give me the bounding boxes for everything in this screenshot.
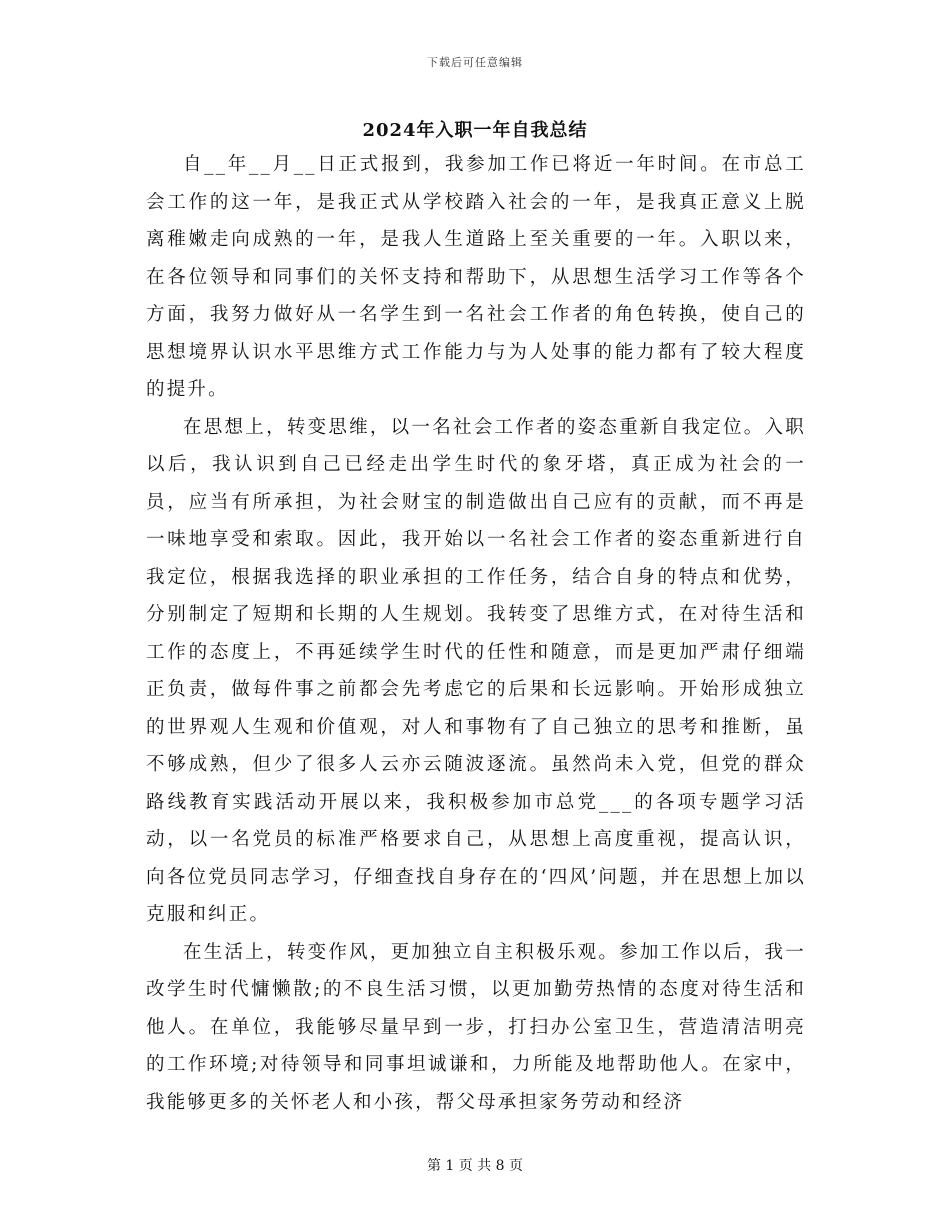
body-paragraph-3: 在生活上，转变作风，更加独立自主积极乐观。参加工作以后，我一改学生时代慵懒散;的不良生活习惯，以更加勤劳热情的态度对待生活和他人。在单位，我能够尽量早到一步，打扫办公室卫生，营造清洁明亮的工作环境;对待领导和同事坦诚谦和，力所能及地帮助他人。在家中，我能够更多的关怀老人和小孩，帮父母承担家务劳动和经济 <box>146 941 806 1113</box>
document-title: 2024年入职一年自我总结 <box>362 120 588 141</box>
page-number-footer: 第 1 页 共 8 页 <box>426 1158 524 1174</box>
body-paragraph-1: 自__年__月__日正式报到，我参加工作已将近一年时间。在市总工会工作的这一年，是我正式从学校踏入社会的一年，是我真正意义上脱离稚嫩走向成熟的一年，是我人生道路上至关重要的一年。入职以来，在各位领导和同事们的关怀支持和帮助下，从思想生活学习工作等各个方面，我努力做好从一名学生到一名社会工作者的角色转换，使自己的思想境界认识水平思维方式工作能力与为人处事的能力都有了较大程度的提升。 <box>146 154 806 400</box>
document-body <box>146 146 806 1121</box>
body-paragraph-2: 在思想上，转变思维，以一名社会工作者的姿态重新自我定位。入职以后，我认识到自己已经走出学生时代的象牙塔，真正成为社会的一员，应当有所承担，为社会财宝的制造做出自己应有的贡献，而不再是一味地享受和索取。因此，我开始以一名社会工作者的姿态重新进行自我定位，根据我选择的职业承担的工作任务，结合自身的特点和优势，分别制定了短期和长期的人生规划。我转变了思维方式，在对待生活和工作的态度上，不再延续学生时代的任性和随意，而是更加严肃仔细端正负责，做每件事之前都会先考虑它的后果和长远影响。开始形成独立的世界观人生观和价值观，对人和事物有了自己独立的思考和推断，虽不够成熟，但少了很多人云亦云随波逐流。虽然尚未入党，但党的群众路线教育实践活动开展以来，我积极参加市总党___的各项专题学习活动，以一名党员的标准严格要求自己，从思想上高度重视，提高认识，向各位党员同志学习，仔细查找自身存在的‘四风’问题，并在思想上加以克服和纠正。 <box>146 416 806 925</box>
page-header-note: 下载后可任意编辑 <box>427 56 523 69</box>
